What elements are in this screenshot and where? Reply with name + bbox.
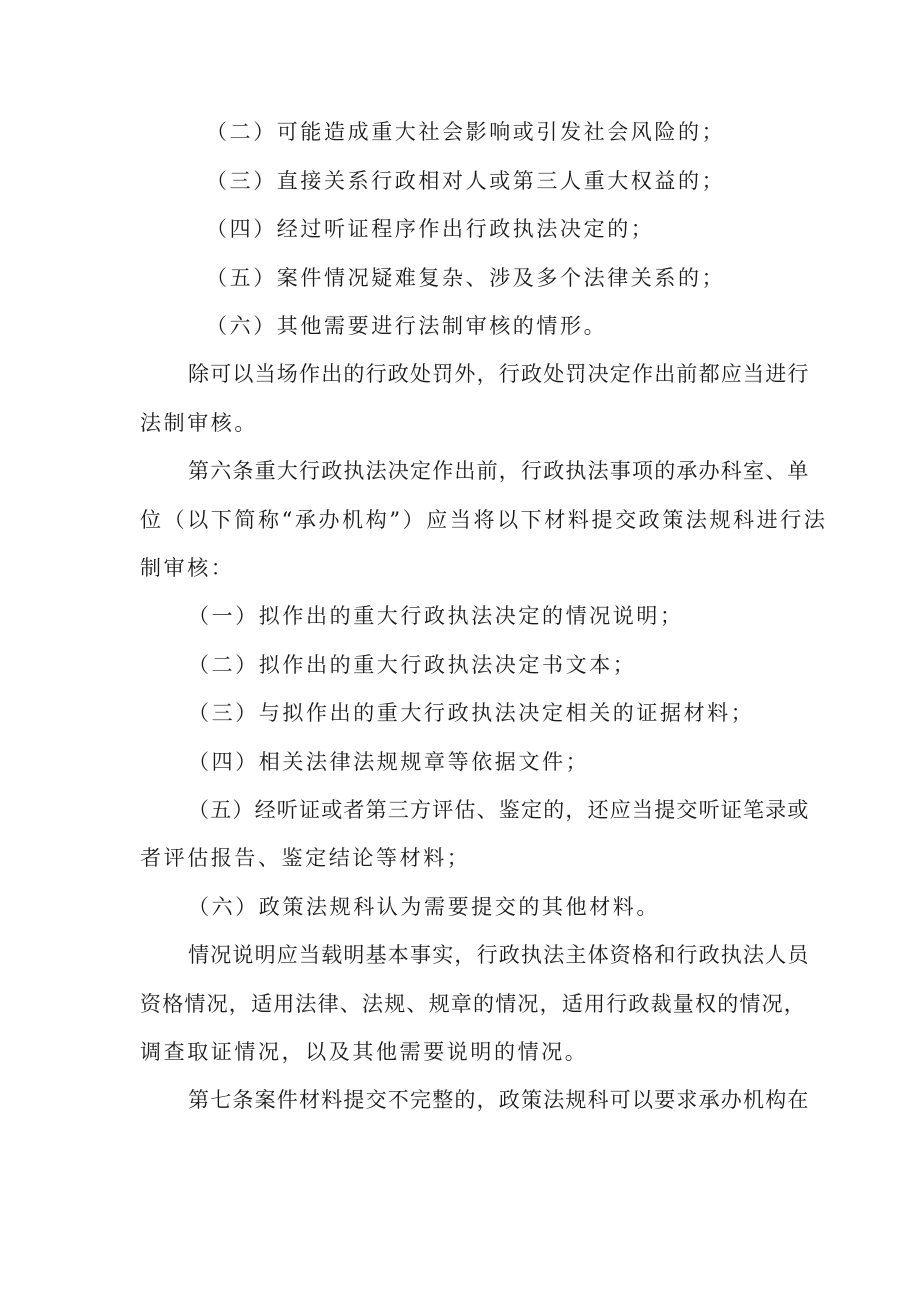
list-item: （二）可能造成重大社会影响或引发社会风险的； xyxy=(206,120,726,144)
article-6-line: 制审核： xyxy=(140,556,235,580)
paragraph-line: 情况说明应当载明基本事实，行政执法主体资格和行政执法人员 xyxy=(188,943,810,967)
paragraph-line: 法制审核。 xyxy=(140,411,258,435)
paragraph-line: 除可以当场作出的行政处罚外，行政处罚决定作出前都应当进行 xyxy=(188,362,810,386)
list-item: （六）其他需要进行法制审核的情形。 xyxy=(206,314,608,338)
list-item-continuation: 者评估报告、鉴定结论等材料； xyxy=(140,846,471,870)
article-6-line: 第六条重大行政执法决定作出前，行政执法事项的承办科室、单 xyxy=(188,459,810,483)
list-item: （一）拟作出的重大行政执法决定的情况说明； xyxy=(188,604,684,628)
list-item: （四）相关法律法规规章等依据文件； xyxy=(188,750,590,774)
list-item: （四）经过听证程序作出行政执法决定的； xyxy=(206,217,655,241)
list-item: （三）直接关系行政相对人或第三人重大权益的； xyxy=(206,169,726,193)
list-item: （五）经听证或者第三方评估、鉴定的，还应当提交听证笔录或 xyxy=(188,798,810,822)
article-7-line: 第七条案件材料提交不完整的，政策法规科可以要求承办机构在 xyxy=(188,1088,810,1112)
list-item: （六）政策法规科认为需要提交的其他材料。 xyxy=(188,895,660,919)
paragraph-line: 资格情况，适用法律、法规、规章的情况，适用行政裁量权的情况， xyxy=(140,992,806,1016)
paragraph-line: 调查取证情况，以及其他需要说明的情况。 xyxy=(140,1040,589,1064)
list-item: （二）拟作出的重大行政执法决定书文本； xyxy=(188,653,637,677)
article-6-line: 位（以下简称“承办机构”）应当将以下材料提交政策法规科进行法 xyxy=(140,508,828,532)
list-item: （五）案件情况疑难复杂、涉及多个法律关系的； xyxy=(206,266,726,290)
list-item: （三）与拟作出的重大行政执法决定相关的证据材料； xyxy=(188,701,755,725)
